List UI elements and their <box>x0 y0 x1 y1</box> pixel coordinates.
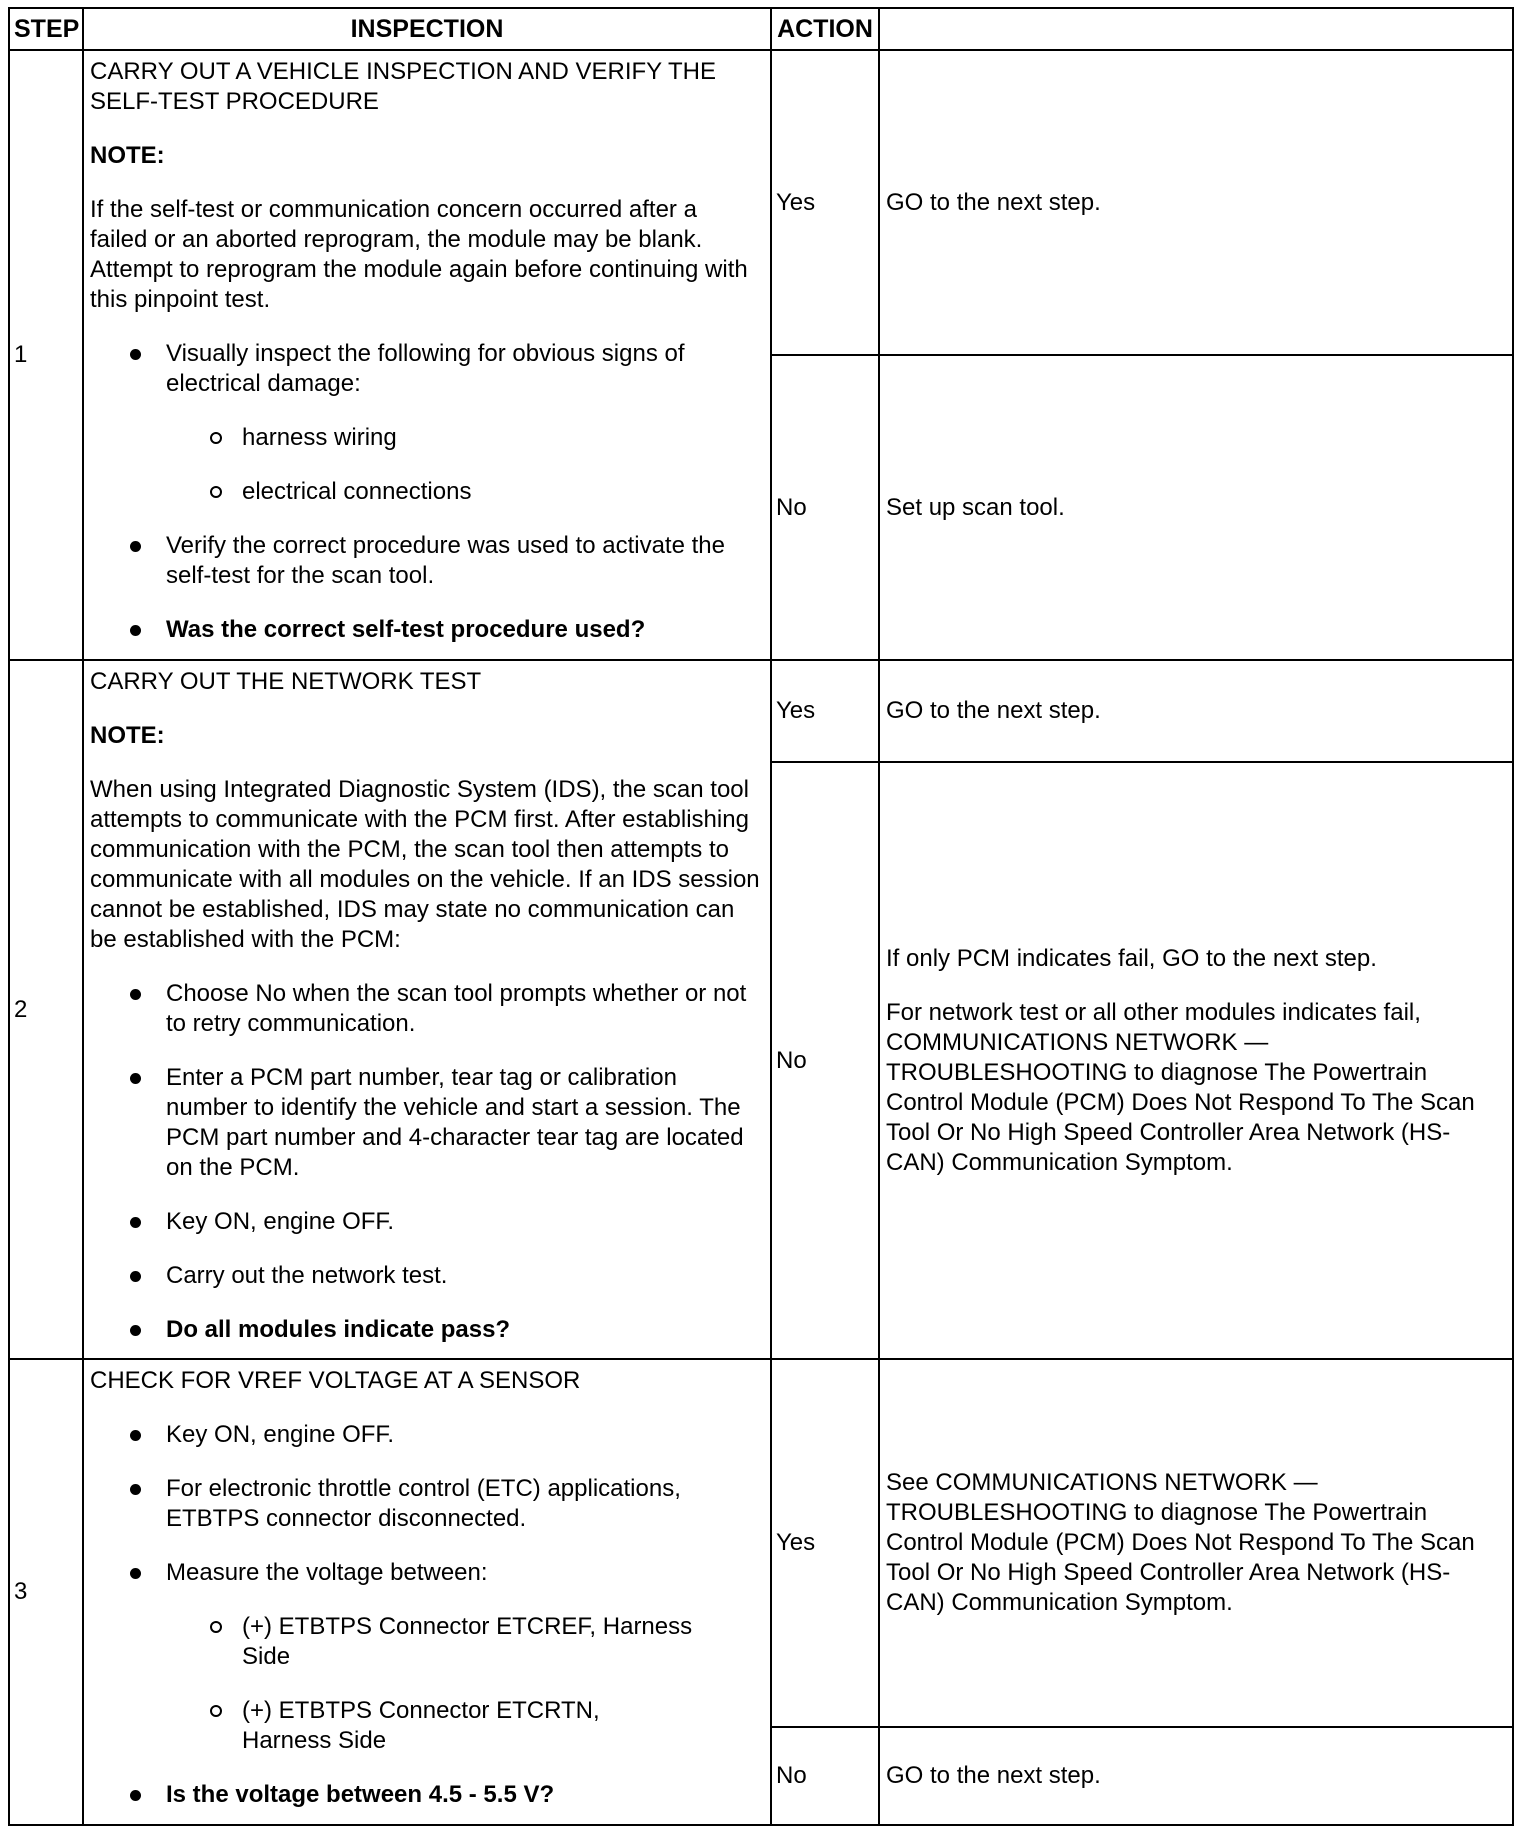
step-title: CHECK FOR VREF VOLTAGE AT A SENSOR <box>90 1367 581 1394</box>
sub-bullet-item: electrical connections <box>242 477 760 507</box>
bullet-item: Key ON, engine OFF. <box>166 1420 760 1450</box>
yes-action: GO to the next step. <box>879 660 1513 762</box>
no-action-line: If only PCM indicates fail, GO to the next step. <box>886 944 1377 972</box>
header-row <box>9 8 1513 50</box>
bullet-question: Is the voltage between 4.5 - 5.5 V? <box>166 1780 760 1810</box>
bullet-list <box>90 1420 760 1810</box>
step-1-inspection <box>83 50 771 660</box>
step-title: CARRY OUT A VEHICLE INSPECTION AND VERIFY THE SELF-TEST PROCEDURE <box>90 58 716 115</box>
step-number: 1 <box>9 50 83 660</box>
bullet-item: Verify the correct procedure was used to activate the self-test for the scan tool. <box>166 531 760 591</box>
step-number: 2 <box>9 660 83 1359</box>
pinpoint-test-table <box>8 7 1514 1826</box>
bullet-item: Key ON, engine OFF. <box>166 1207 760 1237</box>
note-text: When using Integrated Diagnostic System (IDS), the scan tool attempts to communicate with the PCM first. After establishing communication with the PCM, the scan tool then attempts to communicate with all modules on the vehicle. If an IDS session cannot be established, IDS may state no communication can be established with the PCM: <box>90 776 760 953</box>
yes-label: Yes <box>771 660 879 762</box>
yes-label: Yes <box>771 1359 879 1727</box>
no-label: No <box>771 1727 879 1825</box>
no-action: Set up scan tool. <box>879 355 1513 660</box>
bullet-item: Measure the voltage between: (+) ETBTPS Connector ETCREF, Harness Side (+) ETBTPS Connector ETCRTN, Harness Side <box>166 1558 760 1756</box>
step-2-yes-row <box>9 660 1513 762</box>
note-label: NOTE: <box>90 722 165 749</box>
sub-bullet-list <box>166 1612 760 1756</box>
bullet-list <box>90 979 760 1345</box>
sub-bullet-item: harness wiring <box>242 423 760 453</box>
step-title: CARRY OUT THE NETWORK TEST <box>90 668 482 695</box>
step-3-yes-row <box>9 1359 1513 1727</box>
yes-label: Yes <box>771 50 879 355</box>
header-result <box>879 8 1513 50</box>
step-number: 3 <box>9 1359 83 1825</box>
note-text: If the self-test or communication concern occurred after a failed or an aborted reprogram, the module may be blank. Attempt to reprogram the module again before continuing with this pinpoint test. <box>90 196 748 313</box>
bullet-item: Visually inspect the following for obvious signs of electrical damage: harness wiring electrical connections <box>166 339 760 507</box>
bullet-item: Choose No when the scan tool prompts whether or not to retry communication. <box>166 979 760 1039</box>
bullet-item: Enter a PCM part number, tear tag or calibration number to identify the vehicle and start a session. The PCM part number and 4-character tear tag are located on the PCM. <box>166 1063 760 1183</box>
bullet-question: Do all modules indicate pass? <box>166 1315 760 1345</box>
no-action: GO to the next step. <box>879 1727 1513 1825</box>
bullet-item: For electronic throttle control (ETC) applications, ETBTPS connector disconnected. <box>166 1474 760 1534</box>
note-label: NOTE: <box>90 142 165 169</box>
step-3-inspection <box>83 1359 771 1825</box>
yes-action: See COMMUNICATIONS NETWORK — TROUBLESHOOTING to diagnose The Powertrain Control Module (PCM) Does Not Respond To The Scan Tool Or No High Speed Controller Area Network (HS-CAN) Communication Symptom. <box>879 1359 1513 1727</box>
bullet-question: Was the correct self-test procedure used? <box>166 615 760 645</box>
no-label: No <box>771 355 879 660</box>
step-1-yes-row <box>9 50 1513 355</box>
yes-action: GO to the next step. <box>879 50 1513 355</box>
header-action: ACTION <box>771 8 879 50</box>
bullet-list <box>90 339 760 645</box>
header-inspection: INSPECTION <box>83 8 771 50</box>
bullet-item: Carry out the network test. <box>166 1261 760 1291</box>
sub-bullet-item: (+) ETBTPS Connector ETCREF, Harness Side <box>242 1612 720 1672</box>
no-action <box>879 762 1513 1359</box>
no-label: No <box>771 762 879 1359</box>
sub-bullet-list <box>166 423 760 507</box>
sub-bullet-item: (+) ETBTPS Connector ETCRTN, Harness Side <box>242 1696 720 1756</box>
header-step: STEP <box>9 8 83 50</box>
no-action-line: For network test or all other modules indicates fail, COMMUNICATIONS NETWORK — TROUBLESHOOTING to diagnose The Powertrain Control Module (PCM) Does Not Respond To The Scan Tool Or No High Speed Controller Area Network (HS-CAN) Communication Symptom. <box>886 998 1475 1176</box>
step-2-inspection <box>83 660 771 1359</box>
